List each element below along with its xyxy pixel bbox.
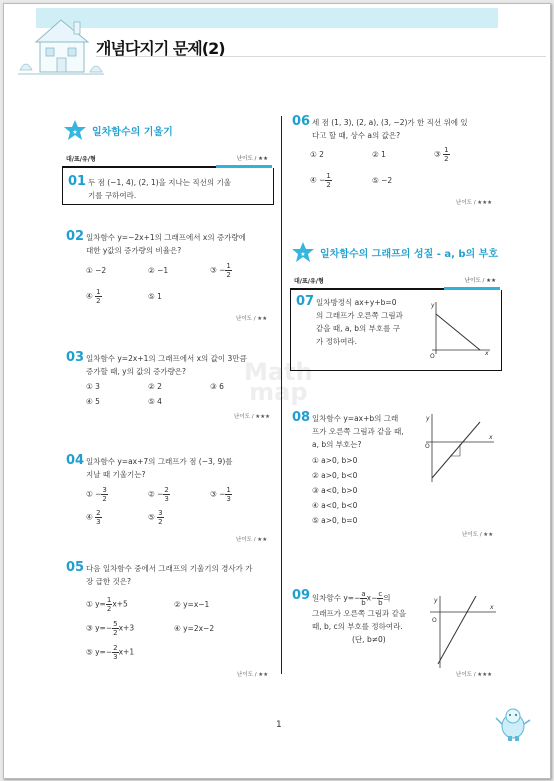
- numerator: 2: [164, 486, 169, 494]
- numerator: 2: [96, 509, 101, 517]
- option-2[interactable]: ② y=x−1: [174, 600, 210, 609]
- question-line: a, b의 부호는?: [312, 440, 362, 449]
- star-icon: [62, 119, 88, 141]
- option-4[interactable]: [310, 172, 332, 189]
- option-text: ④: [86, 291, 96, 301]
- question-line: 대한 y값의 증가량의 비율은?: [86, 246, 182, 255]
- numerator: 2: [113, 644, 118, 652]
- expr-part: 의: [383, 593, 391, 603]
- question-number: 05: [66, 560, 85, 575]
- rep-difficulty: 난이도 / ★★: [236, 156, 268, 162]
- numerator: c: [378, 590, 383, 598]
- option-3[interactable]: [86, 620, 134, 637]
- question-number: 03: [66, 350, 85, 365]
- denominator: 2: [96, 297, 101, 305]
- svg-text:★: ★: [300, 251, 306, 258]
- page-number: 1: [276, 720, 282, 730]
- option-text: ② −: [148, 489, 164, 499]
- fraction: [157, 509, 163, 526]
- option-2[interactable]: ② a>0, b<0: [312, 471, 358, 480]
- fraction: [163, 486, 169, 503]
- question-line: 일차함수 y=2x+1의 그래프에서 x의 값이 3만큼: [86, 354, 247, 363]
- graph-q08: [424, 412, 498, 484]
- question-line: 일차함수 y=ax+7의 그래프가 점 (−3, 9)를: [86, 457, 233, 466]
- column-divider: [281, 116, 282, 674]
- numerator: 1: [226, 486, 231, 494]
- denominator: 2: [326, 181, 331, 189]
- question-line: 일차함수 y=ax+b의 그래: [312, 414, 399, 423]
- question-line: (단, b≠0): [352, 635, 386, 644]
- header-rule: [96, 56, 546, 57]
- option-1[interactable]: ① 3: [86, 382, 100, 391]
- expr-part: 일차함수 y=−: [312, 593, 361, 603]
- denominator: 3: [164, 495, 169, 503]
- option-3[interactable]: ③ 6: [210, 382, 224, 391]
- watermark-line-1: Math: [244, 358, 313, 386]
- option-text: x+3: [118, 623, 135, 633]
- rep-difficulty: 난이도 / ★★: [464, 278, 496, 284]
- page-title: 개념다지기 문제(2): [96, 39, 225, 58]
- star-icon: [290, 241, 316, 263]
- option-text: ③: [434, 149, 444, 159]
- graph-q07: [428, 300, 494, 360]
- option-text: ① y=: [86, 599, 106, 609]
- option-text: ④ −: [310, 175, 326, 185]
- option-3[interactable]: [434, 146, 450, 163]
- option-text: ③ −: [210, 489, 226, 499]
- section-title: 일차함수의 그래프의 성질 - a, b의 부호: [320, 249, 498, 260]
- difficulty: 난이도 / ★★: [237, 672, 269, 678]
- question-line: 같을 때, a, b의 부호를 구: [316, 324, 401, 333]
- representative-type-bar: [290, 274, 500, 290]
- y-axis-label: y: [434, 597, 438, 604]
- mascot-illustration-icon: [494, 704, 532, 742]
- question-line: 증가할 때, y의 값의 증가량은?: [86, 367, 187, 376]
- option-text: ③ −: [210, 265, 226, 275]
- option-5[interactable]: ⑤ 4: [148, 397, 162, 406]
- question-text: [86, 455, 233, 481]
- option-text: ① −: [86, 489, 102, 499]
- question-line: 장 급한 것은?: [86, 577, 131, 586]
- rep-label: 대/표/유/형: [66, 156, 96, 163]
- question-text: [316, 296, 403, 348]
- origin-label: O: [430, 353, 435, 360]
- numerator: 3: [102, 486, 107, 494]
- option-5[interactable]: [148, 509, 164, 526]
- numerator: a: [361, 590, 366, 598]
- denominator: b: [361, 599, 366, 607]
- option-4[interactable]: ④ 5: [86, 397, 100, 406]
- x-axis-label: x: [489, 434, 493, 441]
- fraction: [101, 486, 107, 503]
- question-line: 다음 일차함수 중에서 그래프의 기울기의 경사가 가: [86, 564, 253, 573]
- question-number: 07: [296, 294, 315, 309]
- expr-part: x−: [366, 593, 378, 603]
- origin-label: O: [432, 617, 437, 624]
- fraction: [95, 509, 101, 526]
- denominator: 3: [226, 495, 231, 503]
- denominator: 2: [113, 629, 118, 637]
- denominator: 2: [444, 155, 449, 163]
- question-line: 가 정하여라.: [316, 337, 357, 346]
- option-5[interactable]: ⑤ −2: [372, 176, 393, 185]
- option-3[interactable]: [210, 486, 232, 503]
- difficulty: 난이도 / ★★: [236, 316, 268, 322]
- option-4[interactable]: ④ y=2x−2: [174, 624, 215, 633]
- denominator: 2: [226, 271, 231, 279]
- watermark-line-2: map: [249, 378, 308, 406]
- question-line: 일차방정식 ax+y+b=0: [316, 298, 397, 307]
- option-2[interactable]: [148, 486, 170, 503]
- question-line: 프가 오른쪽 그림과 같을 때,: [312, 427, 404, 436]
- numerator: 3: [158, 509, 163, 517]
- question-text: [312, 412, 404, 451]
- question-line: 그래프가 오른쪽 그림과 같을: [312, 609, 407, 618]
- svg-text:★: ★: [72, 129, 78, 136]
- question-line: [312, 590, 406, 607]
- question-line: 다고 할 때, 상수 a의 값은?: [312, 131, 401, 140]
- option-1[interactable]: [86, 596, 128, 613]
- y-axis-label: y: [426, 415, 430, 422]
- option-4[interactable]: [86, 509, 102, 526]
- difficulty: 난이도 / ★★★: [456, 200, 493, 206]
- denominator: 2: [102, 495, 107, 503]
- question-line: 세 점 (1, 3), (2, a), (3, −2)가 한 직선 위에 있: [312, 118, 468, 127]
- x-axis-label: x: [485, 350, 489, 357]
- difficulty: 난이도 / ★★: [462, 532, 494, 538]
- question-text: [86, 231, 246, 257]
- option-text: x+5: [112, 599, 128, 609]
- section-title: 일차함수의 기울기: [92, 127, 173, 138]
- question-text: [86, 352, 247, 378]
- question-text: [312, 116, 468, 142]
- question-number: 09: [292, 588, 311, 603]
- option-4[interactable]: [86, 288, 102, 305]
- numerator: 1: [326, 172, 331, 180]
- denominator: 2: [158, 518, 163, 526]
- fraction: [225, 262, 231, 279]
- difficulty: 난이도 / ★★: [236, 537, 268, 543]
- question-line: 지날 때 기울기는?: [86, 470, 146, 479]
- denominator: 3: [113, 653, 118, 661]
- question-number: 01: [68, 174, 87, 189]
- question-number: 04: [66, 453, 85, 468]
- option-5[interactable]: ⑤ a>0, b=0: [312, 516, 358, 525]
- fraction: [95, 288, 101, 305]
- option-1[interactable]: ① 2: [310, 150, 324, 159]
- fraction: [225, 486, 231, 503]
- origin-label: O: [425, 443, 430, 450]
- x-axis-label: x: [490, 604, 494, 611]
- option-text: ④: [86, 512, 96, 522]
- representative-type-bar: [62, 152, 272, 168]
- numerator: 5: [113, 620, 118, 628]
- question-text: [88, 176, 231, 202]
- denominator: 2: [106, 605, 112, 613]
- question-line: 두 점 (−1, 4), (2, 1)을 지나는 직선의 기울: [88, 178, 231, 187]
- question-number: 06: [292, 114, 311, 129]
- house-illustration-icon: [16, 12, 106, 80]
- difficulty: 난이도 / ★★★: [234, 414, 271, 420]
- question-number: 02: [66, 229, 85, 244]
- fraction: [443, 146, 449, 163]
- graph-q09: [426, 594, 498, 670]
- rep-label: 대/표/유/형: [294, 278, 324, 285]
- difficulty: 난이도 / ★★★: [456, 672, 493, 678]
- option-text: ⑤ y=−: [86, 647, 113, 657]
- option-text: ③ y=−: [86, 623, 113, 633]
- option-1[interactable]: ① −2: [86, 266, 107, 275]
- question-line: 기를 구하여라.: [88, 191, 137, 200]
- option-2[interactable]: ② −1: [148, 266, 169, 275]
- numerator: 1: [226, 262, 231, 270]
- denominator: 3: [96, 518, 101, 526]
- option-3[interactable]: ③ a<0, b>0: [312, 486, 358, 495]
- denominator: b: [378, 599, 383, 607]
- numerator: 1: [444, 146, 449, 154]
- worksheet-page: [3, 3, 551, 779]
- question-text: [86, 562, 252, 588]
- option-1[interactable]: ① a>0, b>0: [312, 456, 358, 465]
- question-line: 일차함수 y=−2x+1의 그래프에서 x의 증가량에: [86, 233, 246, 242]
- option-5[interactable]: ⑤ 1: [148, 292, 162, 301]
- option-1[interactable]: [86, 486, 108, 503]
- option-text: x+1: [118, 647, 135, 657]
- question-line: 의 그래프가 오른쪽 그림과: [316, 311, 403, 320]
- question-text: [312, 590, 406, 646]
- option-text: ⑤: [148, 512, 158, 522]
- numerator: 1: [96, 288, 101, 296]
- fraction: [325, 172, 331, 189]
- numerator: 1: [106, 596, 112, 604]
- option-2[interactable]: ② 1: [372, 150, 386, 159]
- question-line: 때, b, c의 부호를 정하여라.: [312, 622, 403, 631]
- option-5[interactable]: [86, 644, 134, 661]
- option-3[interactable]: [210, 262, 232, 279]
- y-axis-label: y: [431, 302, 435, 309]
- question-number: 08: [292, 410, 311, 425]
- option-2[interactable]: ② 2: [148, 382, 162, 391]
- option-4[interactable]: ④ a<0, b<0: [312, 501, 358, 510]
